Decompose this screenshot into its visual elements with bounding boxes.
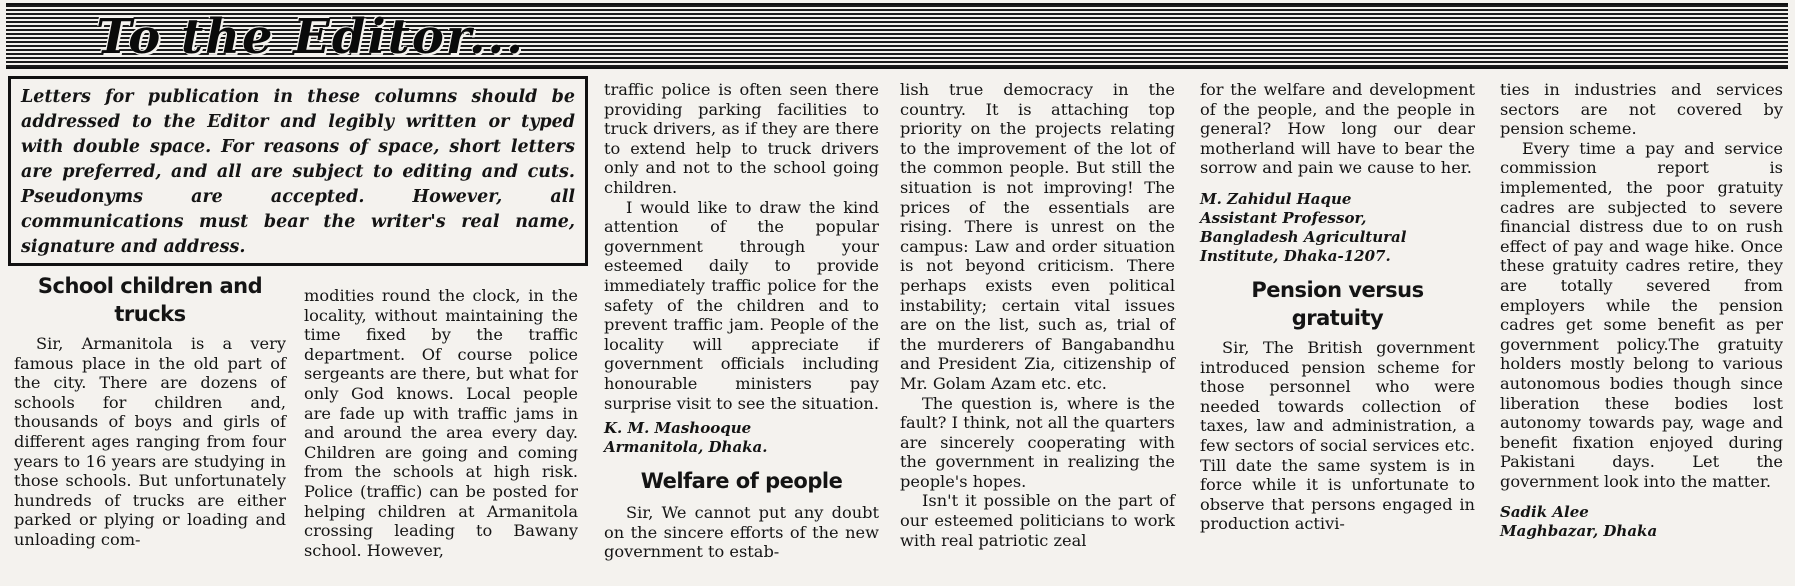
- letter2-text-part1: Sir, We cannot put any doubt on the sincere efforts of the new government to estab-: [604, 503, 879, 562]
- letter1-signature-name: K. M. Mashooque: [604, 419, 752, 438]
- column-2: [304, 286, 578, 560]
- section-title: To the Editor...: [96, 9, 525, 65]
- letter2-text-part5: for the welfare and development of the people, and the people in general? How long our dear motherland will have to bear the sorrow and pain we cause to her.: [1200, 80, 1475, 178]
- letter3-signature-place: Maghbazar, Dhaka: [1500, 522, 1658, 541]
- letter3-text-part2: ties in industries and services sectors are not covered by pension scheme.: [1500, 80, 1783, 139]
- letter3-signature-name: Sadik Alee: [1500, 503, 1589, 522]
- letter2-signature-place: Institute, Dhaka-1207.: [1200, 246, 1391, 265]
- editorial-notice: Letters for publication in these columns should be addressed to the Editor and legibly written or typed with double space. For reasons of space, short letters are preferred, and all are subject to editing and cuts. Pseudonyms are accepted. However, all communications must bear the writer's real name, signature and address.: [8, 76, 588, 266]
- letter1-text-part2: modities round the clock, in the locality, without maintaining the time fixed by the traffic department. Of course police sergeants are there, but what for only God knows. Local people are fade up with traffic jams in and around the area every day. Children are going and coming from the schools at high risk. Police (traffic) can be posted for helping children at Armanitola crossing leading to Bawany school. However,: [304, 286, 578, 560]
- headline-pension-versus-gratuity: Pension versus gratuity: [1251, 277, 1424, 330]
- letter1-text-part4: I would like to draw the kind attention of the popular government through your esteemed daily to provide immediately traffic police for the safety of the children and to prevent traffic jam. People of the locality will appreciate if government officials including honourable ministers pay surprise visit to see the situation.: [604, 197, 879, 413]
- column-3: [604, 80, 879, 562]
- letter2-text-part4: Isn't it possible on the part of our esteemed politicians to work with real patriotic zeal: [900, 491, 1175, 550]
- masthead-banner: [6, 3, 1788, 69]
- letter2-signature-title: Assistant Professor,: [1200, 208, 1367, 227]
- letter1-signature-place: Armanitola, Dhaka.: [604, 438, 768, 457]
- column-6: [1500, 80, 1783, 541]
- letter2-signature-name: M. Zahidul Haque: [1200, 189, 1352, 208]
- letter3-text-part1: Sir, The British government introduced pension scheme for those personnel who were needed towards collection of taxes, law and administration, a few sectors of social services etc. Till date the same system is in force while it is unfortunate to observe that persons engaged in production activi-: [1200, 337, 1475, 534]
- column-1: [14, 272, 286, 550]
- letter1-text-part3: traffic police is often seen there providing parking facilities to truck drivers, as if they are there to extend help to truck drivers only and not to the school going children.: [604, 80, 879, 197]
- letter2-text-part2: lish true democracy in the country. It is attaching top priority on the projects relating to the improvement of the lot of the common people. But still the situation is not improving! The prices of the essentials are rising. There is unrest on the campus: Law and order situation is not beyond criticism. There perhaps exists even political instability; certain vital issues are on the list, such as, trial of the murderers of Bangabandhu and President Zia, citizenship of Mr. Golam Azam etc. etc.: [900, 80, 1175, 393]
- headline-welfare-of-people: Welfare of people: [640, 469, 843, 494]
- column-5: [1200, 80, 1475, 534]
- letter1-text-part1: Sir, Armanitola is a very famous place in the old part of the city. There are dozens of schools for children and, thousands of boys and girls of different ages ranging from four years to 16 years are studying in those schools. But unfortunately hundreds of trucks are either parked or plying or loading and unloading com-: [14, 334, 286, 549]
- headline-school-children: School children and trucks: [37, 274, 263, 326]
- letter2-signature-org: Bangladesh Agricultural: [1200, 227, 1407, 246]
- letter2-text-part3: The question is, where is the fault? I think, not all the quarters are sincerely cooperating with the government in realizing the people's hopes.: [900, 393, 1175, 491]
- letter3-text-part3: Every time a pay and service commission report is implemented, the poor gratuity cadres are subjected to severe financial distress due to on rush effect of pay and wage hike. Once these gratuity cadres retire, they are totally severed from employers while the pension cadres get some benefit as per government policy.The gratuity holders mostly belong to various autonomous bodies though since liberation these bodies lost autonomy towards pay, wage and benefit fixation enjoyed during Pakistani days. Let the government look into the matter.: [1500, 138, 1783, 491]
- column-4: [900, 80, 1175, 550]
